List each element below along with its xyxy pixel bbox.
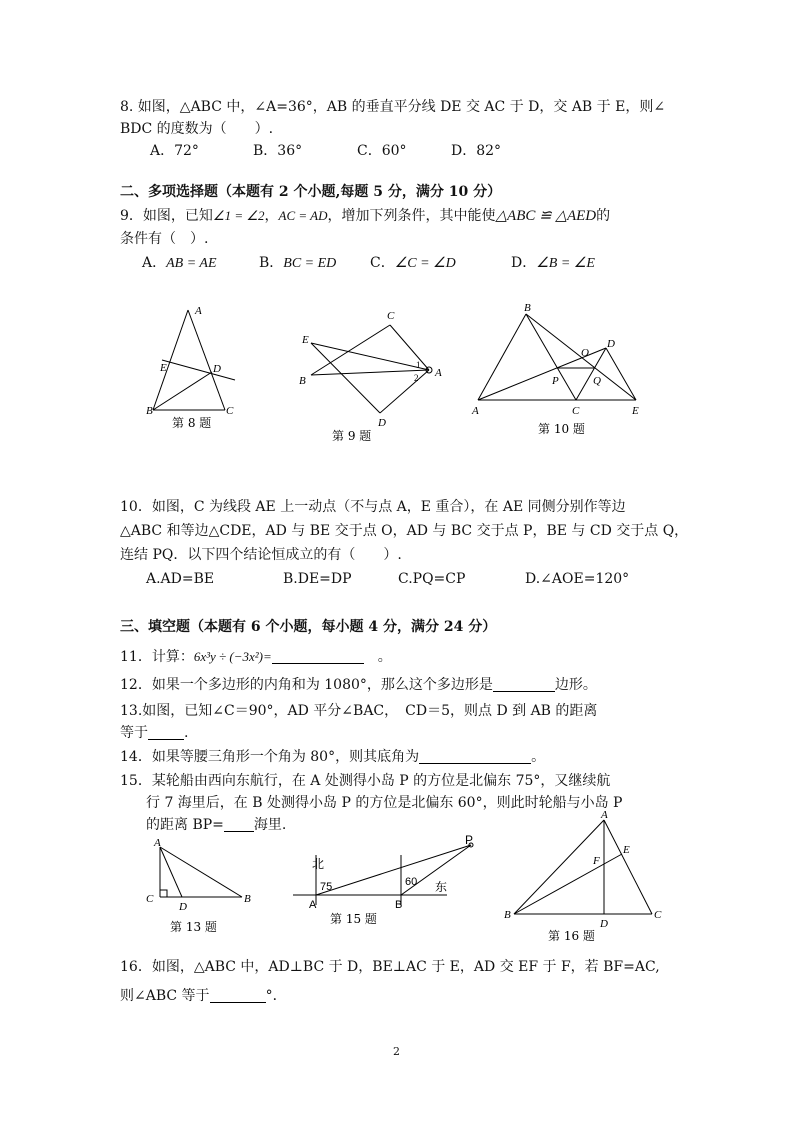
fig8-bisector-de <box>162 360 235 380</box>
q9-pre: 9．如图，已知 <box>120 208 213 224</box>
fig15-bearing-ap <box>316 845 471 895</box>
fig15-label-a: A <box>309 899 317 911</box>
q8-line2: BDC 的度数为（ ）. <box>120 121 274 137</box>
fig9-label-2: 2 <box>414 373 419 383</box>
q10-option-b: B.DE=DP <box>283 571 352 587</box>
figure-16 <box>500 808 675 948</box>
fig13-side-ab <box>160 847 242 897</box>
fig9-label-b: B <box>299 375 306 387</box>
q15-answer-blank[interactable] <box>224 817 254 832</box>
q9-mid: ，增加下列条件，其中能使 <box>327 208 496 224</box>
fig15-label-p: P <box>465 835 474 847</box>
q16-line1: 16．如图，△ABC 中，AD⊥BC 于 D，BE⊥AC 于 E，AD 交 EF 于 F，若 BF=AC, <box>120 959 660 975</box>
figure-9 <box>295 305 455 445</box>
fig13-label-a: A <box>154 837 161 849</box>
fig9-label-a: A <box>435 367 442 379</box>
fig9-side-ea <box>311 343 429 370</box>
section2-heading: 二、多项选择题（本题有 2 个小题,每题 5 分，满分 10 分） <box>120 184 502 200</box>
q12-line: 12．如果一个多边形的内角和为 1080°，那么这个多边形是 边形。 <box>120 677 597 693</box>
section3-heading: 三、填空题（本题有 6 个小题，每小题 4 分，满分 24 分） <box>120 619 497 635</box>
fig13-label-c: C <box>146 893 154 905</box>
fig16-side-ac <box>604 820 652 914</box>
fig10-side-de <box>606 348 636 400</box>
fig8-label-e: E <box>160 362 167 374</box>
q8-line1: 8. 如图，△ABC 中，∠A=36°，AB 的垂直平分线 DE 交 AC 于 D，交 AB 于 E，则∠ <box>120 99 666 115</box>
fig15-angle-60: 60 <box>405 876 418 888</box>
figure-15 <box>285 835 485 935</box>
q10-option-d: D.∠AOE=120° <box>525 571 630 587</box>
q12-answer-blank[interactable] <box>493 677 555 692</box>
q8-option-b: B．36° <box>253 143 303 159</box>
fig9-side-da <box>380 370 429 413</box>
fig8-segment-bd <box>153 372 212 410</box>
fig10-label-o: O <box>581 347 589 359</box>
fig9-label-e: E <box>302 334 309 346</box>
q10-line1: 10．如图，C 为线段 AE 上一动点（不与点 A，E 重合），在 AE 同侧分别作等边 <box>120 499 626 515</box>
q8-option-d: D．82° <box>451 143 502 159</box>
fig10-side-ab <box>478 314 526 400</box>
fig10-label-q: Q <box>593 375 601 387</box>
fig9-label-d: D <box>378 417 386 429</box>
fig13-label-b: B <box>244 893 251 905</box>
page-number: 2 <box>393 1045 400 1058</box>
fig13-label-d: D <box>179 901 187 913</box>
q8-option-c: C．60° <box>357 143 407 159</box>
q9-cond1: ∠1 = ∠2 <box>212 208 265 223</box>
q9-option-b: B．BC = ED <box>259 255 337 271</box>
q15-line1: 15．某轮船由西向东航行，在 A 处测得小岛 P 的方位是北偏东 75°，又继续航 <box>120 773 611 789</box>
fig8-label-b: B <box>146 405 153 417</box>
fig16-label-c: C <box>654 909 662 921</box>
fig10-label-c: C <box>572 405 580 417</box>
fig10-label-p: P <box>552 375 559 387</box>
q14-answer-blank[interactable] <box>419 749 531 764</box>
fig10-label-d: D <box>607 338 615 350</box>
fig10-caption: 第 10 题 <box>538 422 585 436</box>
fig13-right-angle-mark <box>160 890 167 897</box>
fig8-side-ac <box>188 310 225 410</box>
q15-line3: 的距离 BP= 海里. <box>146 817 287 833</box>
q16-line2: 则∠ABC 等于 °． <box>120 988 287 1004</box>
fig13-caption: 第 13 题 <box>170 920 217 934</box>
fig9-caption: 第 9 题 <box>332 429 372 443</box>
q13-line1: 13.如图，已知∠C＝90°，AD 平分∠BAC， CD＝5，则点 D 到 AB 的距离 <box>120 703 598 719</box>
fig9-label-c: C <box>387 310 395 322</box>
fig8-side-ab <box>153 310 188 410</box>
q9-option-d: D．∠B = ∠E <box>511 255 595 271</box>
fig9-side-bc <box>311 325 390 375</box>
q15-line2: 行 7 海里后，在 B 处测得小岛 P 的方位是北偏东 60°，则此时轮船与小岛 P <box>146 795 623 811</box>
q11-expression: 6x³y ÷ (−3x²)= <box>193 649 272 664</box>
fig16-altitude-be <box>514 854 622 914</box>
q10-line2: △ABC 和等边△CDE，AD 与 BE 交于点 O，AD 与 BC 交于点 P，BE 与 CD 交于点 Q， <box>120 523 689 539</box>
fig8-label-a: A <box>195 305 202 317</box>
fig16-label-e: E <box>623 844 630 856</box>
q10-option-a: A.AD=BE <box>146 571 215 587</box>
q9-post: 的 <box>596 208 611 224</box>
q10-option-c: C.PQ=CP <box>398 571 466 587</box>
fig8-label-d: D <box>213 363 221 375</box>
q9-line1: 9．如图，已知∠1 = ∠2，AC = AD，增加下列条件，其中能使△ABC ≌ △AED的 <box>120 208 611 224</box>
fig16-side-ab <box>514 820 604 914</box>
fig16-label-a: A <box>601 809 608 821</box>
fig15-label-b: B <box>395 899 403 911</box>
fig16-label-d: D <box>600 918 608 930</box>
q11-line: 11．计算：6x³y ÷ (−3x²)= 。 <box>120 649 392 665</box>
fig16-label-f: F <box>593 855 600 867</box>
q13-line2: 等于 . <box>120 725 189 741</box>
fig15-label-north: 北 <box>312 857 325 871</box>
q9-option-a: A．AB = AE <box>142 255 217 271</box>
fig16-label-b: B <box>504 909 511 921</box>
fig16-caption: 第 16 题 <box>548 929 595 943</box>
fig9-side-ba <box>311 370 429 375</box>
figure-8 <box>140 300 250 435</box>
fig10-label-a: A <box>472 405 479 417</box>
fig10-side-bc <box>526 314 576 400</box>
q13-answer-blank[interactable] <box>148 725 184 740</box>
q11-answer-blank[interactable] <box>272 649 364 664</box>
fig8-caption: 第 8 题 <box>172 416 212 430</box>
q9-line2: 条件有（ ）. <box>120 231 209 247</box>
q14-line: 14．如果等腰三角形一个角为 80°，则其底角为 。 <box>120 749 546 765</box>
fig10-label-e: E <box>632 405 639 417</box>
q16-answer-blank[interactable] <box>210 988 266 1003</box>
q9-option-c: C．∠C = ∠D <box>370 255 456 271</box>
fig9-side-ca <box>390 325 429 370</box>
fig15-angle-75: 75 <box>320 881 333 893</box>
fig9-label-1: 1 <box>416 360 421 370</box>
q8-option-a: A．72° <box>150 143 199 159</box>
fig8-label-c: C <box>226 405 234 417</box>
figure-10 <box>468 300 648 440</box>
figure-13 <box>140 835 265 940</box>
fig15-caption: 第 15 题 <box>330 912 377 926</box>
fig15-label-east: 东 <box>435 880 448 894</box>
fig10-label-b: B <box>524 302 531 314</box>
q9-congruence: △ABC ≌ △AED <box>495 208 597 224</box>
q10-line3: 连结 PQ．以下四个结论恒成立的有（ ）. <box>120 547 402 563</box>
q9-cond2: AC = AD <box>278 208 328 223</box>
